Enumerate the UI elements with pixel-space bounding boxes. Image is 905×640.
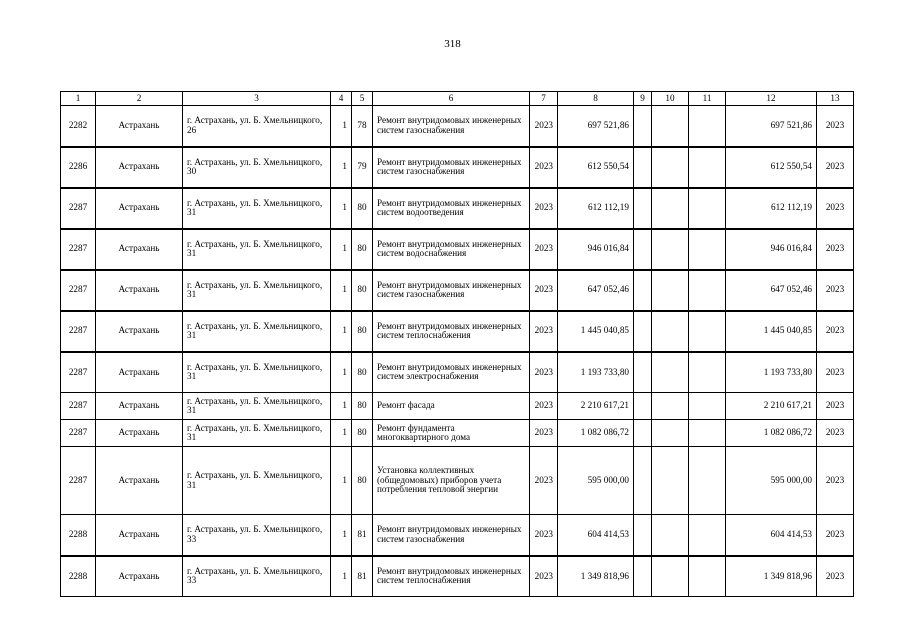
cell-col-9 (634, 229, 652, 270)
cell-col-11 (689, 270, 726, 311)
cell-col-4: 1 (331, 270, 352, 311)
cell-col-8: 2 210 617,21 (558, 393, 634, 420)
table-row (61, 352, 854, 393)
cell-col-2: Астрахань (96, 393, 183, 420)
column-header: 10 (652, 92, 689, 106)
cell-col-4: 1 (331, 556, 352, 597)
table-row (61, 188, 854, 229)
column-header: 11 (689, 92, 726, 106)
cell-col-1: 2286 (61, 147, 96, 188)
cell-col-12: 1 445 040,85 (726, 311, 817, 352)
cell-col-9 (634, 447, 652, 515)
cell-col-1: 2287 (61, 393, 96, 420)
cell-col-4: 1 (331, 393, 352, 420)
column-header: 6 (373, 92, 530, 106)
cell-col-9 (634, 556, 652, 597)
column-header: 8 (558, 92, 634, 106)
cell-col-1: 2287 (61, 352, 96, 393)
cell-col-7: 2023 (530, 447, 558, 515)
page-number: 318 (444, 38, 461, 50)
cell-col-2: Астрахань (96, 447, 183, 515)
cell-col-7: 2023 (530, 393, 558, 420)
cell-col-9 (634, 311, 652, 352)
cell-col-13: 2023 (817, 393, 854, 420)
cell-col-4: 1 (331, 352, 352, 393)
cell-col-10 (652, 270, 689, 311)
cell-col-6: Ремонт фундамента многоквартирного дома (373, 420, 530, 447)
cell-col-7: 2023 (530, 147, 558, 188)
cell-col-7: 2023 (530, 311, 558, 352)
table-row (61, 270, 854, 311)
column-header: 4 (331, 92, 352, 106)
cell-col-2: Астрахань (96, 420, 183, 447)
cell-col-13: 2023 (817, 106, 854, 147)
table-row (61, 420, 854, 447)
cell-col-6: Ремонт внутридомовых инженерных систем газоснабжения (373, 515, 530, 556)
cell-col-2: Астрахань (96, 188, 183, 229)
cell-col-9 (634, 188, 652, 229)
table-row (61, 447, 854, 515)
cell-col-11 (689, 352, 726, 393)
cell-col-4: 1 (331, 229, 352, 270)
cell-col-3: г. Астрахань, ул. Б. Хмельницкого, 31 (183, 270, 331, 311)
cell-col-1: 2288 (61, 515, 96, 556)
table-row (61, 556, 854, 597)
cell-col-8: 1 445 040,85 (558, 311, 634, 352)
cell-col-11 (689, 311, 726, 352)
column-header: 12 (726, 92, 817, 106)
cell-col-10 (652, 106, 689, 147)
cell-col-8: 697 521,86 (558, 106, 634, 147)
table-row (61, 393, 854, 420)
cell-col-3: г. Астрахань, ул. Б. Хмельницкого, 31 (183, 447, 331, 515)
cell-col-11 (689, 188, 726, 229)
cell-col-10 (652, 352, 689, 393)
cell-col-7: 2023 (530, 270, 558, 311)
table-row (61, 515, 854, 556)
table-row (61, 229, 854, 270)
cell-col-1: 2287 (61, 311, 96, 352)
cell-col-3: г. Астрахань, ул. Б. Хмельницкого, 33 (183, 556, 331, 597)
cell-col-9 (634, 393, 652, 420)
table-row (61, 147, 854, 188)
cell-col-8: 612 112,19 (558, 188, 634, 229)
cell-col-3: г. Астрахань, ул. Б. Хмельницкого, 31 (183, 311, 331, 352)
table-row (61, 106, 854, 147)
cell-col-8: 647 052,46 (558, 270, 634, 311)
cell-col-10 (652, 515, 689, 556)
cell-col-6: Ремонт внутридомовых инженерных систем теплоснабжения (373, 311, 530, 352)
cell-col-6: Ремонт внутридомовых инженерных систем электроснабжения (373, 352, 530, 393)
cell-col-5: 78 (352, 106, 373, 147)
column-header: 2 (96, 92, 183, 106)
cell-col-6: Ремонт внутридомовых инженерных систем газоснабжения (373, 106, 530, 147)
cell-col-7: 2023 (530, 556, 558, 597)
cell-col-3: г. Астрахань, ул. Б. Хмельницкого, 31 (183, 229, 331, 270)
column-header: 5 (352, 92, 373, 106)
cell-col-2: Астрахань (96, 352, 183, 393)
cell-col-1: 2282 (61, 106, 96, 147)
cell-col-1: 2287 (61, 229, 96, 270)
cell-col-9 (634, 515, 652, 556)
cell-col-4: 1 (331, 420, 352, 447)
cell-col-1: 2287 (61, 447, 96, 515)
cell-col-10 (652, 447, 689, 515)
cell-col-13: 2023 (817, 188, 854, 229)
cell-col-11 (689, 393, 726, 420)
cell-col-3: г. Астрахань, ул. Б. Хмельницкого, 31 (183, 352, 331, 393)
cell-col-5: 80 (352, 229, 373, 270)
cell-col-8: 595 000,00 (558, 447, 634, 515)
cell-col-5: 80 (352, 270, 373, 311)
cell-col-12: 2 210 617,21 (726, 393, 817, 420)
cell-col-7: 2023 (530, 515, 558, 556)
cell-col-4: 1 (331, 147, 352, 188)
cell-col-12: 1 082 086,72 (726, 420, 817, 447)
column-header: 13 (817, 92, 854, 106)
cell-col-11 (689, 229, 726, 270)
cell-col-2: Астрахань (96, 106, 183, 147)
cell-col-2: Астрахань (96, 515, 183, 556)
cell-col-5: 80 (352, 352, 373, 393)
cell-col-5: 80 (352, 188, 373, 229)
cell-col-11 (689, 106, 726, 147)
cell-col-5: 81 (352, 556, 373, 597)
header-row (61, 92, 854, 106)
cell-col-2: Астрахань (96, 229, 183, 270)
cell-col-7: 2023 (530, 188, 558, 229)
cell-col-5: 80 (352, 393, 373, 420)
column-header: 7 (530, 92, 558, 106)
cell-col-13: 2023 (817, 311, 854, 352)
cell-col-11 (689, 556, 726, 597)
cell-col-2: Астрахань (96, 147, 183, 188)
cell-col-3: г. Астрахань, ул. Б. Хмельницкого, 33 (183, 515, 331, 556)
cell-col-7: 2023 (530, 229, 558, 270)
cell-col-2: Астрахань (96, 270, 183, 311)
cell-col-11 (689, 515, 726, 556)
column-header: 1 (61, 92, 96, 106)
cell-col-4: 1 (331, 515, 352, 556)
cell-col-9 (634, 352, 652, 393)
cell-col-6: Ремонт внутридомовых инженерных систем водоснабжения (373, 229, 530, 270)
cell-col-12: 604 414,53 (726, 515, 817, 556)
cell-col-5: 80 (352, 420, 373, 447)
cell-col-10 (652, 229, 689, 270)
cell-col-3: г. Астрахань, ул. Б. Хмельницкого, 31 (183, 393, 331, 420)
cell-col-1: 2287 (61, 270, 96, 311)
cell-col-13: 2023 (817, 270, 854, 311)
cell-col-13: 2023 (817, 147, 854, 188)
cell-col-8: 612 550,54 (558, 147, 634, 188)
cell-col-7: 2023 (530, 106, 558, 147)
cell-col-10 (652, 556, 689, 597)
cell-col-10 (652, 420, 689, 447)
cell-col-3: г. Астрахань, ул. Б. Хмельницкого, 26 (183, 106, 331, 147)
cell-col-4: 1 (331, 311, 352, 352)
cell-col-12: 612 112,19 (726, 188, 817, 229)
cell-col-8: 1 349 818,96 (558, 556, 634, 597)
cell-col-6: Ремонт внутридомовых инженерных систем газоснабжения (373, 147, 530, 188)
cell-col-13: 2023 (817, 420, 854, 447)
cell-col-9 (634, 270, 652, 311)
cell-col-7: 2023 (530, 420, 558, 447)
cell-col-1: 2287 (61, 188, 96, 229)
cell-col-7: 2023 (530, 352, 558, 393)
cell-col-5: 80 (352, 447, 373, 515)
cell-col-6: Ремонт внутридомовых инженерных систем водоотведения (373, 188, 530, 229)
cell-col-5: 79 (352, 147, 373, 188)
cell-col-12: 697 521,86 (726, 106, 817, 147)
cell-col-11 (689, 147, 726, 188)
cell-col-9 (634, 147, 652, 188)
cell-col-8: 946 016,84 (558, 229, 634, 270)
cell-col-5: 81 (352, 515, 373, 556)
cell-col-11 (689, 420, 726, 447)
cell-col-13: 2023 (817, 352, 854, 393)
cell-col-4: 1 (331, 447, 352, 515)
cell-col-3: г. Астрахань, ул. Б. Хмельницкого, 31 (183, 420, 331, 447)
cell-col-4: 1 (331, 106, 352, 147)
cell-col-1: 2288 (61, 556, 96, 597)
cell-col-13: 2023 (817, 229, 854, 270)
cell-col-13: 2023 (817, 515, 854, 556)
cell-col-12: 595 000,00 (726, 447, 817, 515)
cell-col-10 (652, 147, 689, 188)
cell-col-10 (652, 311, 689, 352)
cell-col-5: 80 (352, 311, 373, 352)
cell-col-13: 2023 (817, 447, 854, 515)
cell-col-10 (652, 188, 689, 229)
cell-col-2: Астрахань (96, 311, 183, 352)
cell-col-3: г. Астрахань, ул. Б. Хмельницкого, 30 (183, 147, 331, 188)
cell-col-11 (689, 447, 726, 515)
repair-program-table (60, 91, 854, 597)
cell-col-12: 1 193 733,80 (726, 352, 817, 393)
cell-col-4: 1 (331, 188, 352, 229)
table-row (61, 311, 854, 352)
cell-col-2: Астрахань (96, 556, 183, 597)
cell-col-8: 1 082 086,72 (558, 420, 634, 447)
cell-col-12: 1 349 818,96 (726, 556, 817, 597)
cell-col-9 (634, 106, 652, 147)
column-header: 3 (183, 92, 331, 106)
cell-col-13: 2023 (817, 556, 854, 597)
cell-col-12: 612 550,54 (726, 147, 817, 188)
cell-col-9 (634, 420, 652, 447)
column-header: 9 (634, 92, 652, 106)
cell-col-1: 2287 (61, 420, 96, 447)
cell-col-10 (652, 393, 689, 420)
cell-col-8: 604 414,53 (558, 515, 634, 556)
cell-col-6: Ремонт внутридомовых инженерных систем теплоснабжения (373, 556, 530, 597)
cell-col-12: 946 016,84 (726, 229, 817, 270)
cell-col-6: Ремонт внутридомовых инженерных систем газоснабжения (373, 270, 530, 311)
cell-col-6: Установка коллективных (общедомовых) приборов учета потребления тепловой энергии (373, 447, 530, 515)
cell-col-3: г. Астрахань, ул. Б. Хмельницкого, 31 (183, 188, 331, 229)
cell-col-8: 1 193 733,80 (558, 352, 634, 393)
table-body (61, 106, 854, 597)
cell-col-12: 647 052,46 (726, 270, 817, 311)
cell-col-6: Ремонт фасада (373, 393, 530, 420)
